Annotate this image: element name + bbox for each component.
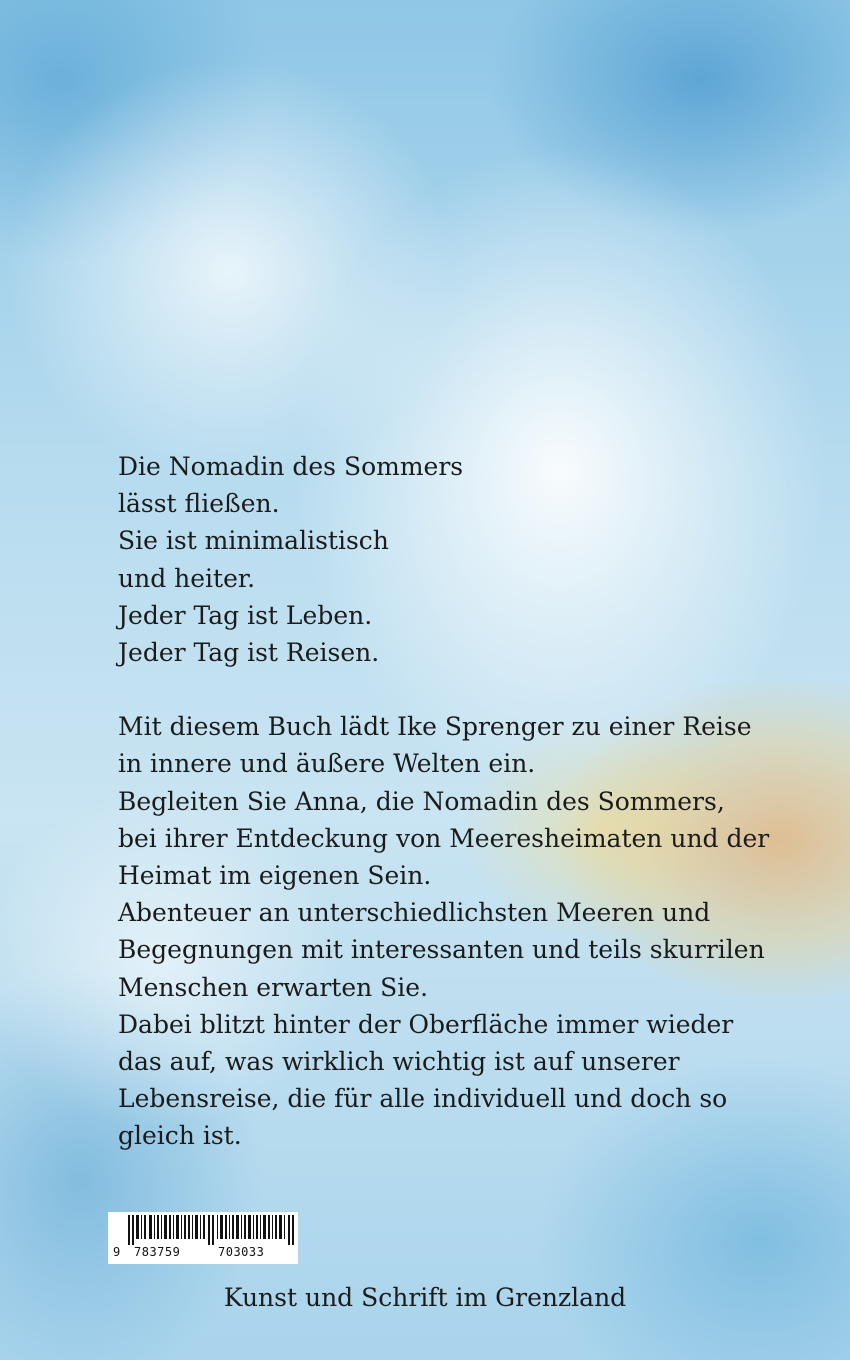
isbn-prefix-digit: 9: [113, 1245, 121, 1259]
poem-line: Die Nomadin des Sommers: [118, 452, 464, 481]
poem-line: lässt fließen.: [118, 489, 280, 519]
isbn-barcode: [108, 1212, 298, 1264]
description-line: Dabei blitzt hinter der Oberfläche immer wieder: [118, 1009, 734, 1039]
description-line: das auf, was wirklich wichtig ist auf unserer: [118, 1047, 680, 1077]
paragraph-gap: [118, 671, 798, 708]
description-line: Lebensreise, die für alle individuell und doch so: [118, 1084, 728, 1114]
barcode-bars: [128, 1215, 296, 1245]
poem-line: Jeder Tag ist Reisen.: [118, 638, 380, 668]
description-line: gleich ist.: [118, 1121, 242, 1151]
poem-line: Jeder Tag ist Leben.: [118, 600, 373, 630]
publisher-name: Kunst und Schrift im Grenzland: [223, 1283, 627, 1312]
description-line: Begegnungen mit interessanten und teils skurrilen: [118, 935, 765, 965]
description-line: Heimat im eigenen Sein.: [118, 861, 432, 891]
description-line: Mit diesem Buch lädt Ike Sprenger zu einer Reise: [118, 712, 752, 742]
poem-line: Sie ist minimalistisch: [118, 526, 389, 556]
description-line: Begleiten Sie Anna, die Nomadin des Sommers,: [118, 786, 725, 816]
blurb-text: [118, 448, 798, 1155]
description-line: bei ihrer Entdeckung von Meeresheimaten und der: [118, 823, 770, 853]
description-line: in innere und äußere Welten ein.: [118, 749, 536, 779]
poem-line: und heiter.: [118, 563, 256, 593]
description-line: Abenteuer an unterschiedlichsten Meeren und: [118, 898, 711, 928]
description-line: Menschen erwarten Sie.: [118, 972, 429, 1002]
isbn-left-digits: 783759: [134, 1245, 181, 1259]
isbn-right-digits: 703033: [218, 1245, 265, 1259]
